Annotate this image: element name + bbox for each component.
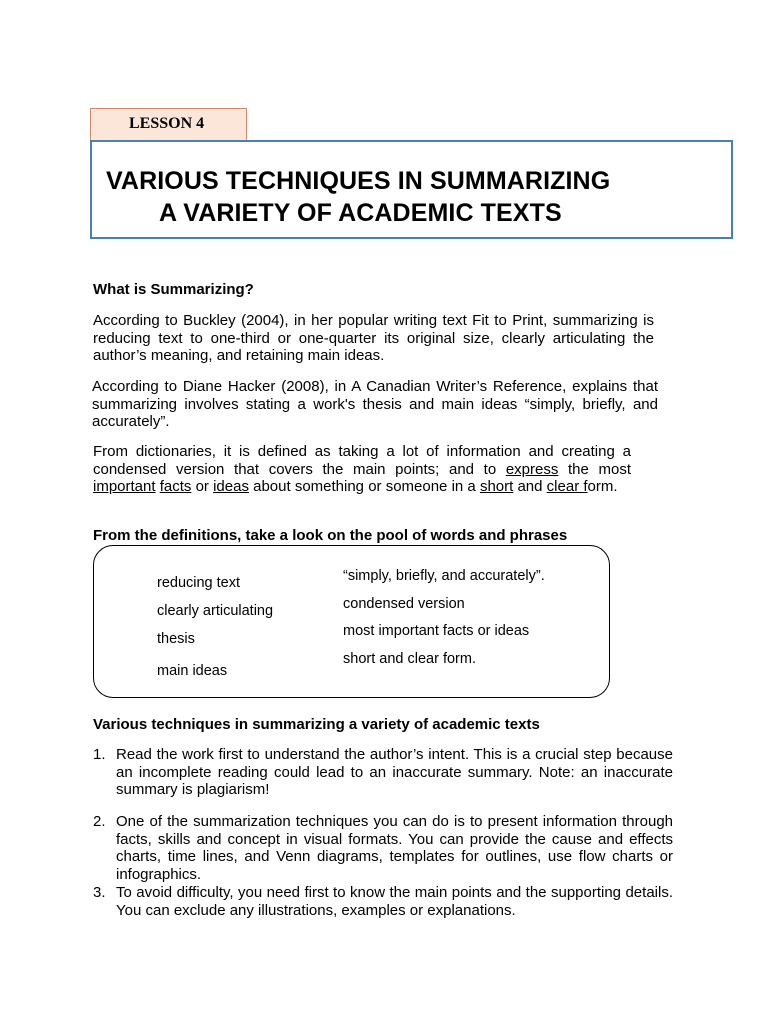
lesson-label: LESSON 4 xyxy=(129,115,205,132)
pool-item-left: main ideas xyxy=(157,663,228,679)
word-ideas: ideas xyxy=(213,478,249,495)
para3-text-3: or xyxy=(195,478,209,495)
pool-item-right: condensed version xyxy=(343,596,465,612)
word-clear: clear f xyxy=(546,478,588,495)
word-pool-box xyxy=(93,545,610,698)
techniques-heading: Various techniques in summarizing a variety of academic texts xyxy=(93,716,540,733)
pool-item-left: thesis xyxy=(157,631,195,647)
para3-text-1: From dictionaries, it is defined as taking a lot of information and creating a condensed version that covers the main points; and to xyxy=(93,443,631,478)
paragraph-buckley: According to Buckley (2004), in her popular writing text Fit to Print, summarizing is reducing text to one-third or one-quarter its original size, clearly articulating the author’s meaning, and retaining main ideas. xyxy=(93,312,654,364)
list-number: 3. xyxy=(93,884,106,901)
pool-item-right: most important facts or ideas xyxy=(343,623,530,639)
pool-heading: From the definitions, take a look on the pool of words and phrases xyxy=(93,527,568,544)
title-box xyxy=(90,140,733,239)
para3-text-4: about something or someone in a xyxy=(253,478,476,495)
list-number: 2. xyxy=(93,813,106,830)
pool-item-left: clearly articulating xyxy=(157,603,274,619)
title-line-1: VARIOUS TECHNIQUES IN SUMMARIZING xyxy=(106,167,611,195)
paragraph-dictionaries xyxy=(93,443,631,496)
list-item-technique-1: Read the work first to understand the author’s intent. This is a crucial step because an incomplete reading could lead to an inaccurate summary. Note: an inaccurate summary is plagiarism! xyxy=(116,746,673,798)
list-number: 1. xyxy=(93,746,106,763)
word-express: express xyxy=(505,460,559,478)
list-item-technique-3: To avoid difficulty, you need first to know the main points and the supporting details. You can exclude any illustrations, examples or explanations. xyxy=(116,884,673,919)
word-facts: facts xyxy=(159,478,192,495)
pool-item-right: “simply, briefly, and accurately”. xyxy=(343,568,545,584)
pool-item-left: reducing text xyxy=(157,575,241,591)
para3-text-5: and xyxy=(517,478,543,495)
paragraph-hacker: According to Diane Hacker (2008), in A Canadian Writer’s Reference, explains that summarizing involves stating a work's thesis and main ideas “simply, briefly, and accurately”. xyxy=(92,378,658,430)
para3-text-2: the most xyxy=(567,460,631,478)
list-item-technique-2: One of the summarization techniques you can do is to present information through facts, skills and concept in visual formats. You can provide the cause and effects charts, time lines, and Venn diagrams, templates for outlines, use flow charts or infographics. xyxy=(116,813,673,883)
title-line-2: A VARIETY OF ACADEMIC TEXTS xyxy=(159,199,562,227)
para3-text-6: orm. xyxy=(587,478,618,495)
pool-item-right: short and clear form. xyxy=(343,651,476,667)
section-heading-what-is-summarizing: What is Summarizing? xyxy=(93,281,254,298)
word-short: short xyxy=(479,478,514,495)
word-important: important xyxy=(93,478,156,495)
